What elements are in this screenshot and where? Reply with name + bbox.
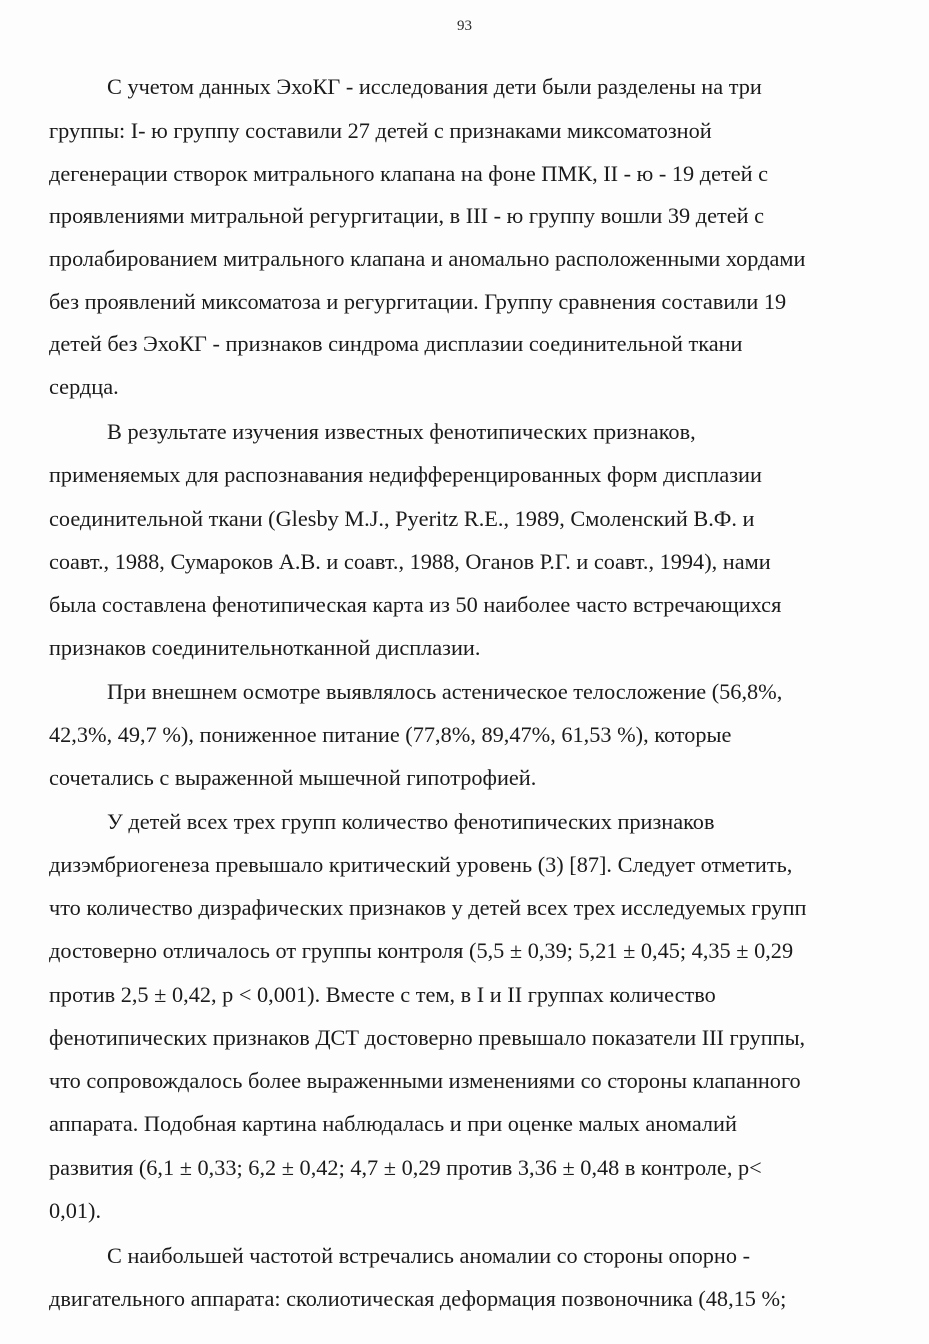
text-line: сердца. bbox=[49, 374, 119, 399]
text-line: группы: I- ю группу составили 27 детей с признаками миксоматозной bbox=[49, 118, 712, 143]
text-line: С наибольшей частотой встречались аномалии со стороны опорно - bbox=[107, 1243, 751, 1268]
text-line: против 2,5 ± 0,42, р < 0,001). Вместе с тем, в I и II группах количество bbox=[49, 982, 716, 1007]
text-line: соавт., 1988, Сумароков А.В. и соавт., 1988, Оганов Р.Г. и соавт., 1994), нами bbox=[49, 549, 771, 574]
text-line: 0,01). bbox=[49, 1198, 102, 1223]
text-line: двигательного аппарата: сколиотическая деформация позвоночника (48,15 %; bbox=[49, 1286, 787, 1311]
text-line: детей без ЭхоКГ - признаков синдрома дисплазии соединительной ткани bbox=[49, 331, 743, 356]
text-line: дегенерации створок митрального клапана на фоне ПМК, II - ю - 19 детей с bbox=[49, 161, 769, 186]
text-line: аппарата. Подобная картина наблюдалась и при оценке малых аномалий bbox=[49, 1111, 737, 1136]
text-line: сочетались с выраженной мышечной гипотрофией. bbox=[49, 765, 537, 790]
text-line: соединительной ткани (Glesby M.J., Pyeritz R.E., 1989, Смоленский В.Ф. и bbox=[49, 506, 755, 531]
text-line: пролабированием митрального клапана и аномально расположенными хордами bbox=[49, 246, 806, 271]
text-line: достоверно отличалось от группы контроля (5,5 ± 0,39; 5,21 ± 0,45; 4,35 ± 0,29 bbox=[49, 938, 794, 963]
text-line: что количество дизрафических признаков у детей всех трех исследуемых групп bbox=[49, 895, 807, 920]
text-line: признаков соединительнотканной дисплазии. bbox=[49, 635, 481, 660]
text-line: без проявлений миксоматоза и регургитации. Группу сравнения составили 19 bbox=[49, 289, 787, 314]
text-line: развития (6,1 ± 0,33; 6,2 ± 0,42; 4,7 ± 0,29 против 3,36 ± 0,48 в контроле, р< bbox=[49, 1155, 762, 1180]
text-line: У детей всех трех групп количество фенотипических признаков bbox=[107, 809, 715, 834]
text-line: применяемых для распознавания недифференцированных форм дисплазии bbox=[49, 462, 762, 487]
text-line: фенотипических признаков ДСТ достоверно превышало показатели III группы, bbox=[49, 1025, 806, 1050]
page-number: 93 bbox=[457, 18, 472, 34]
text-line: что сопровождалось более выраженными изменениями со стороны клапанного bbox=[49, 1068, 801, 1093]
text-line: С учетом данных ЭхоКГ - исследования дети были разделены на три bbox=[107, 74, 762, 99]
text-line: проявлениями митральной регургитации, в III - ю группу вошли 39 детей с bbox=[49, 203, 765, 228]
text-line: При внешнем осмотре выявлялось астеническое телосложение (56,8%, bbox=[107, 679, 783, 704]
text-line: 42,3%, 49,7 %), пониженное питание (77,8%, 89,47%, 61,53 %), которые bbox=[49, 722, 732, 747]
text-line: дизэмбриогенеза превышало критический уровень (3) [87]. Следует отметить, bbox=[49, 852, 793, 877]
text-line: В результате изучения известных фенотипических признаков, bbox=[107, 419, 696, 444]
text-line: была составлена фенотипическая карта из 50 наиболее часто встречающихся bbox=[49, 592, 782, 617]
